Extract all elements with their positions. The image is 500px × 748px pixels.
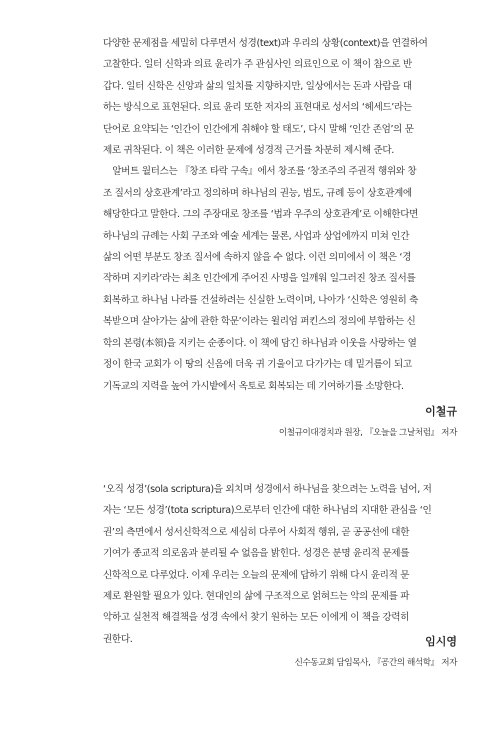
paragraph-line: 악하고 실천적 해결책을 성경 속에서 찾기 원하는 모든 이에게 이 책을 강력히 bbox=[103, 612, 410, 624]
endorsement-2-text bbox=[103, 479, 457, 650]
paragraph-line: 해당한다고 말한다. 그의 주장대로 창조를 ‘법과 우주의 상호관계’로 이해한다면 bbox=[103, 209, 419, 221]
author-role: 신수동교회 담임목사, 『공간의 해석학』 저자 bbox=[294, 658, 457, 668]
endorsement-2-signature bbox=[295, 634, 457, 670]
author-role: 이철규이대경치과 원장, 『오늘을 그날처럼』 저자 bbox=[278, 428, 457, 438]
paragraph-line: ‘오직 성경’(sola scriptura)을 외치며 성경에서 하나님을 찾으려는 노력을 넘어, 저 bbox=[103, 484, 432, 495]
paragraph-line: 하나님의 규례는 사회 구조와 예술 세계는 물론, 사업과 상업에까지 미쳐 인간 bbox=[103, 230, 410, 242]
paragraph-line: 하는 방식으로 표현된다. 의료 윤리 또한 저자의 표현대로 성서의 ‘헤세드’라는 bbox=[103, 102, 412, 114]
paragraph-line: 제로 환원할 필요가 있다. 현대인의 삶에 구조적으로 얽혀드는 악의 문제를 파 bbox=[103, 591, 410, 603]
paragraph-line: 권’의 측면에서 성서신학적으로 세심히 다루어 사회적 행위, 곧 공공선에 대한 bbox=[103, 526, 410, 538]
endorsement-1-text bbox=[103, 33, 457, 397]
paragraph-line: 정이 한국 교회가 이 땅의 신음에 더욱 귀 기울이고 다가가는 데 밑거름이 되고 bbox=[103, 359, 412, 371]
paragraph-line: 단어로 요약되는 ‘인간이 인간에게 취해야 할 태도’, 다시 말해 ‘인간 존엄’의 문 bbox=[103, 123, 414, 135]
paragraph-line: 기여가 종교적 의로움과 분리될 수 없음을 밝힌다. 성경은 분명 윤리적 문제를 bbox=[103, 548, 410, 560]
paragraph-line: 갑다. 일터 신학은 신앙과 삶의 일치를 지향하지만, 일상에서는 돈과 사람을 대 bbox=[103, 80, 412, 92]
paragraph-line: 기독교의 지력을 높여 가시밭에서 옥토로 회복되는 데 기여하기를 소망한다. bbox=[103, 380, 404, 392]
paragraph-line: 자는 ‘모든 성경’(tota scriptura)으로부터 인간에 대한 하나님의 지대한 관심을 ‘인 bbox=[103, 505, 432, 517]
paragraph-line: 작하며 지키라’라는 최초 인간에게 주어진 사명을 일깨워 일그러진 창조 질서를 bbox=[103, 273, 416, 285]
paragraph-line: 권한다. bbox=[103, 633, 133, 645]
paragraph-line: 삶의 어떤 부분도 창조 질서에 속하지 않을 수 없다. 이런 의미에서 이 책은 ‘경 bbox=[103, 252, 412, 264]
paragraph-line: 고찰한다. 일터 신학과 의료 윤리가 주 관심사인 의료인으로 이 책이 참으로 반 bbox=[103, 59, 412, 71]
author-name: 임시영 bbox=[425, 635, 457, 648]
paragraph-line: 다양한 문제점을 세밀히 다루면서 성경(text)과 우리의 상황(context)을 연결하여 bbox=[103, 38, 428, 49]
paragraph-line: 학의 본령(本領)을 지키는 순종이다. 이 책에 담긴 하나님과 이웃을 사랑하는 열 bbox=[103, 337, 417, 349]
paragraph-line: 신학적으로 다루었다. 이제 우리는 오늘의 문제에 답하기 위해 다시 윤리적 문 bbox=[103, 569, 410, 581]
paragraph-line: 회복하고 하나님 나라를 건설하려는 신실한 노력이며, 나아가 ‘신학은 영원히 축 bbox=[103, 294, 419, 306]
author-name: 이철규 bbox=[425, 405, 457, 418]
paragraph-line: 알버트 월터스는 『창조 타락 구속』에서 창조를 ‘창조주의 주권적 행위와 창 bbox=[103, 166, 417, 178]
endorsement-1-signature bbox=[279, 404, 457, 440]
paragraph-line: 제로 귀착된다. 이 책은 이러한 문제에 성경적 근거를 차분히 제시해 준다. bbox=[103, 145, 395, 157]
paragraph-line: 복받으며 살아가는 삶에 관한 학문’이라는 윌리엄 퍼킨스의 정의에 부합하는 신 bbox=[103, 316, 416, 328]
paragraph-line: 조 질서의 상호관계’라고 정의하며 하나님의 권능, 법도, 규례 등이 상호관계에 bbox=[103, 187, 412, 199]
